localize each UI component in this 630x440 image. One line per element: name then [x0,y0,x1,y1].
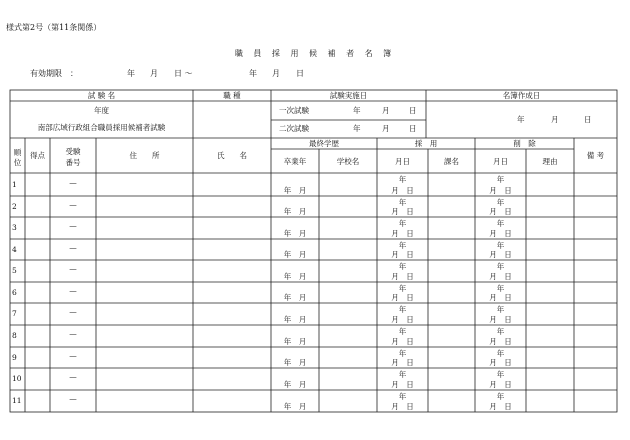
first-exam-label: 一次試験 [279,106,309,115]
first-exam-month: 月 [382,106,390,115]
row-graduation-date: 年 月 [283,250,307,259]
col-score: 得点 [30,151,45,160]
col-exam-number: 受験 番号 [65,147,81,167]
row-hiring-month-day: 月 日 [391,315,414,324]
row-deletion-year: 年 [496,175,505,184]
validity-end-year: 年 [249,69,257,78]
row-hiring-year: 年 [398,262,407,271]
row-exam-number-dash: — [69,177,77,187]
exam-title: 南部広域行政組合職員採用候補者試験 [37,123,166,132]
row-hiring-year: 年 [398,392,407,401]
second-exam-month: 月 [382,124,390,133]
row-hiring-month-day: 月 日 [391,293,414,302]
second-exam-year: 年 [353,124,361,133]
row-graduation-date: 年 月 [283,186,307,195]
row-deletion-month-day: 月 日 [489,358,512,367]
row-graduation-date: 年 月 [283,229,307,238]
row-deletion-month-day: 月 日 [489,186,512,195]
row-exam-number-dash: — [69,264,77,273]
row-graduation-date: 年 月 [283,380,307,389]
row-exam-number-dash: — [69,199,77,209]
row-deletion-month-day: 月 日 [489,380,512,389]
row-deletion-year: 年 [496,219,505,228]
row-rank: 9 [12,352,17,362]
row-hiring-month-day: 月 日 [391,358,414,367]
row-graduation-date: 年 月 [283,358,307,367]
row-graduation-date: 年 月 [283,402,307,411]
row-exam-number-dash: — [69,350,77,360]
row-deletion-year: 年 [496,370,505,379]
row-exam-number-dash: — [69,394,77,403]
col-education: 最終学歴 [309,139,339,148]
row-exam-number-dash: — [69,285,77,295]
col-name: 氏 名 [217,151,247,160]
row-rank: 1 [12,179,17,189]
row-deletion-month-day: 月 日 [489,293,512,302]
row-deletion-month-day: 月 日 [489,229,512,238]
list-created-month: 月 [551,115,559,124]
row-hiring-month-day: 月 日 [391,380,414,389]
row-hiring-year: 年 [398,219,407,228]
row-rank: 8 [12,331,17,340]
col-rank: 順 位 [13,148,22,167]
row-rank: 5 [12,266,17,275]
validity-start-month: 月 [150,69,158,78]
row-deletion-year: 年 [496,262,505,271]
row-deletion-year: 年 [496,349,505,358]
list-created-year: 年 [517,115,525,124]
first-exam-day: 日 [409,106,417,115]
row-deletion-year: 年 [496,241,505,250]
row-hiring-year: 年 [398,175,407,184]
row-hiring-year: 年 [398,305,407,314]
row-exam-number-dash: — [69,242,77,252]
row-rank: 4 [12,244,17,254]
row-deletion-month-day: 月 日 [489,402,512,411]
row-hiring-year: 年 [398,349,407,358]
header-exam-date: 試験実施日 [329,91,368,100]
row-hiring-month-day: 月 日 [391,402,414,411]
header-list-created: 名簿作成日 [502,91,541,100]
row-exam-number-dash: — [69,329,77,338]
row-deletion-year: 年 [496,392,505,401]
col-reason: 理由 [542,157,558,166]
col-hiring-date: 月日 [395,157,410,166]
row-deletion-year: 年 [496,305,505,314]
col-department: 課名 [444,157,459,166]
row-hiring-month-day: 月 日 [391,186,414,195]
row-deletion-month-day: 月 日 [489,337,512,346]
row-graduation-date: 年 月 [283,293,307,302]
first-exam-year: 年 [353,106,361,115]
row-hiring-month-day: 月 日 [391,337,414,346]
row-graduation-date: 年 月 [283,207,307,216]
row-hiring-year: 年 [398,284,407,293]
col-remarks: 備 考 [586,151,605,160]
row-graduation-date: 年 月 [283,337,307,346]
row-hiring-year: 年 [398,327,407,336]
row-exam-number-dash: — [69,221,77,230]
validity-label: 有効期限 ： [30,69,78,78]
header-exam-name: 試 験 名 [87,91,116,100]
col-address: 住 所 [129,151,160,160]
row-deletion-month-day: 月 日 [489,250,512,259]
row-deletion-year: 年 [496,284,505,293]
row-hiring-month-day: 月 日 [391,250,414,259]
row-hiring-year: 年 [398,241,407,250]
row-hiring-month-day: 月 日 [391,272,414,281]
row-graduation-date: 年 月 [283,272,307,281]
col-graduation-year: 卒業年 [283,157,307,166]
row-hiring-month-day: 月 日 [391,207,414,216]
validity-start-day: 日 〜 [174,69,193,78]
row-rank: 10 [12,374,22,383]
col-deletion-date: 月日 [493,157,508,166]
col-hiring: 採 用 [414,139,438,148]
validity-start-year: 年 [127,69,135,78]
second-exam-label: 二次試験 [279,124,309,133]
row-deletion-month-day: 月 日 [489,207,512,216]
second-exam-day: 日 [409,124,417,133]
row-rank: 6 [12,287,17,297]
row-deletion-month-day: 月 日 [489,272,512,281]
validity-end-month: 月 [272,69,280,78]
fiscal-year: 年度 [94,106,109,115]
row-rank: 3 [12,223,17,232]
header-job-type: 職 種 [223,91,241,100]
row-rank: 7 [12,309,17,318]
row-hiring-year: 年 [398,370,407,379]
row-rank: 11 [12,396,22,405]
row-deletion-month-day: 月 日 [489,315,512,324]
row-deletion-year: 年 [496,327,505,336]
row-graduation-date: 年 月 [283,315,307,324]
row-exam-number-dash: — [69,307,77,316]
row-exam-number-dash: — [69,372,77,381]
page-title: 職 員 採 用 候 補 者 名 簿 [234,49,396,58]
col-school-name: 学校名 [336,157,360,166]
row-rank: 2 [12,201,17,211]
list-created-day: 日 [584,115,592,124]
row-deletion-year: 年 [496,198,505,207]
validity-end-day: 日 [296,69,304,78]
row-hiring-month-day: 月 日 [391,229,414,238]
col-deletion: 削 除 [513,139,536,148]
form-id: 様式第2号（第11条関係） [6,23,102,32]
row-hiring-year: 年 [398,198,407,207]
